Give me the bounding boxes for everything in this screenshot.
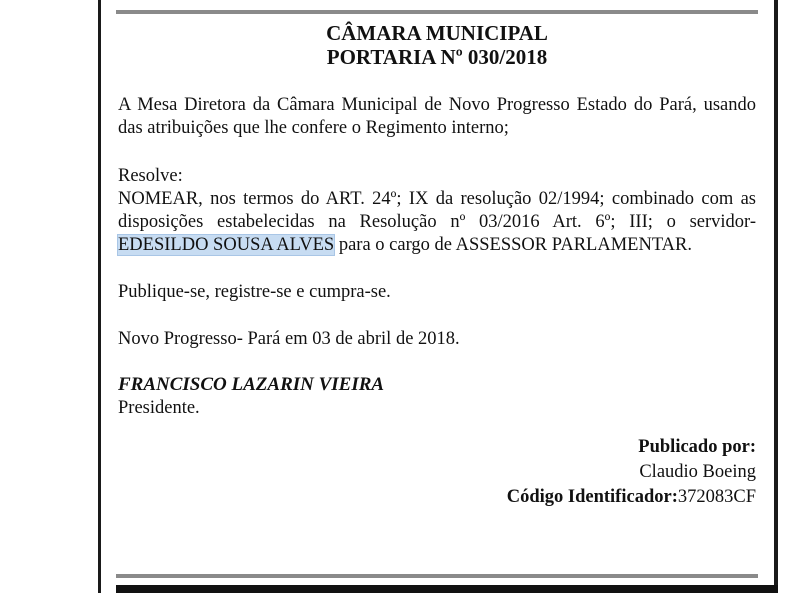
nomination-paragraph [118,188,756,257]
code-label: Código Identificador: [506,487,678,507]
page-left-edge [98,0,101,593]
code-value: 372083CF [677,487,756,507]
title-portaria: PORTARIA Nº 030/2018 [326,45,548,69]
portaria-document [118,21,756,510]
publish-line: Publique-se, registre-se e cumpra-se. [118,282,391,302]
signer-name: FRANCISCO LAZARIN VIEIRA [118,374,385,395]
published-by-name: Claudio Boeing [639,462,756,482]
bottom-rule-gray [116,574,758,578]
identifier-line [118,485,756,510]
resolve-label: Resolve: [118,166,183,186]
page-right-edge [774,0,778,593]
top-rule [116,10,758,14]
publication-block [118,435,756,510]
title-chamber: CÂMARA MUNICIPAL [326,21,548,45]
date-line: Novo Progresso- Pará em 03 de abril de 2018. [118,329,460,349]
servant-name-highlight[interactable]: EDESILDO SOUSA ALVES [118,235,335,255]
nomination-text-after: para o cargo de ASSESSOR PARLAMENTAR. [334,235,692,255]
signer-role: Presidente. [118,398,200,418]
nomination-text-before: NOMEAR, nos termos do ART. 24º; IX da resolução 02/1994; combinado com as disposições estabelecidas na Resolução nº 03/2016 Art. 6º; III; o servidor- [118,189,756,232]
published-by-label: Publicado por: [638,437,756,457]
intro-paragraph: A Mesa Diretora da Câmara Municipal de Novo Progresso Estado do Pará, usando das atribuições que lhe confere o Regimento interno; [118,95,756,138]
bottom-rule-black [116,585,778,593]
